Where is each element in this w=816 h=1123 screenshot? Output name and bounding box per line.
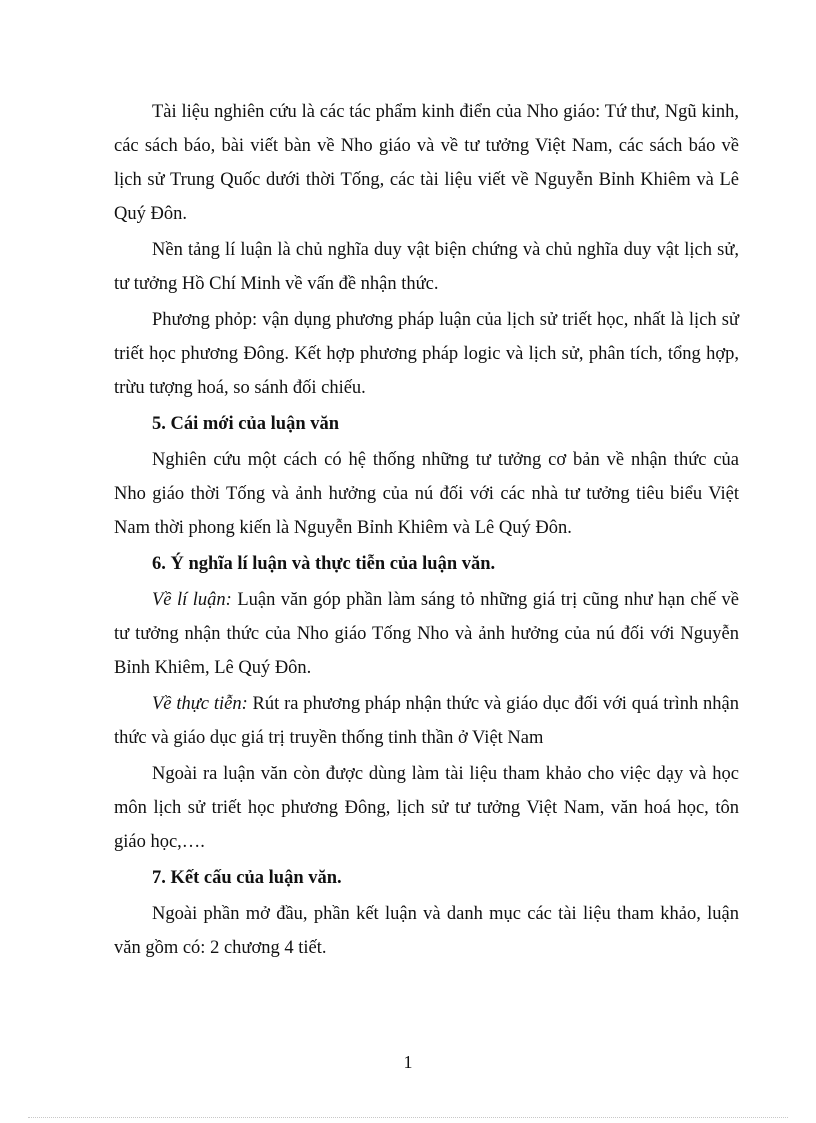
footer-divider (28, 1117, 788, 1118)
paragraph-practical-significance (114, 687, 739, 755)
paragraph-research-materials: Tài liệu nghiên cứu là các tác phẩm kinh điển của Nho giáo: Tứ thư, Ngũ kinh, các sách báo, bài viết bàn về Nho giáo và về tư tưởng Việt Nam, các sách báo về lịch sử Trung Quốc dưới thời Tống, các tài liệu viết về Nguyễn Bỉnh Khiêm và Lê Quý Đôn. (114, 102, 739, 224)
heading-section-7: 7. Kết cấu của luận văn. (152, 868, 342, 888)
paragraph-method: Phương phỏp: vận dụng phương pháp luận của lịch sử triết học, nhất là lịch sử triết học phương Đông. Kết hợp phương pháp logic và lịch sử, phân tích, tổng hợp, trừu tượng hoá, so sánh đối chiếu. (114, 310, 739, 398)
practical-text: Rút ra phương pháp nhận thức và giáo dục đối với quá trình nhận thức và giáo dục giá trị truyền thống tinh thần ở Việt Nam (114, 694, 739, 748)
paragraph-theoretical-basis: Nền tảng lí luận là chủ nghĩa duy vật biện chứng và chủ nghĩa duy vật lịch sử, tư tưởng Hồ Chí Minh về vấn đề nhận thức. (114, 240, 739, 294)
page-number: 1 (403, 1052, 413, 1072)
heading-section-5: 5. Cái mới của luận văn (152, 414, 340, 434)
paragraph-novelty: Nghiên cứu một cách có hệ thống những tư tưởng cơ bản về nhận thức của Nho giáo thời Tống và ảnh hưởng của nú đối với các nhà tư tưởng tiêu biểu Việt Nam thời phong kiến là Nguyễn Bỉnh Khiêm và Lê Quý Đôn. (114, 450, 739, 538)
page-content (114, 95, 739, 967)
practical-lead: Về thực tiễn: (152, 694, 248, 714)
paragraph-reference-use: Ngoài ra luận văn còn được dùng làm tài liệu tham khảo cho việc dạy và học môn lịch sử triết học phương Đông, lịch sử tư tưởng Việt Nam, văn hoá học, tôn giáo học,…. (114, 764, 739, 852)
paragraph-structure: Ngoài phần mở đầu, phần kết luận và danh mục các tài liệu tham khảo, luận văn gồm có: 2 chương 4 tiết. (114, 904, 739, 958)
theoretical-lead: Về lí luận: (152, 590, 232, 610)
paragraph-theoretical-significance (114, 583, 739, 685)
heading-section-6: 6. Ý nghĩa lí luận và thực tiễn của luận văn. (152, 554, 496, 574)
theoretical-text: Luận văn góp phần làm sáng tỏ những giá trị cũng như hạn chế về tư tưởng nhận thức của Nho giáo Tống Nho và ảnh hưởng của nú đối với Nguyễn Bỉnh Khiêm, Lê Quý Đôn. (114, 590, 739, 678)
